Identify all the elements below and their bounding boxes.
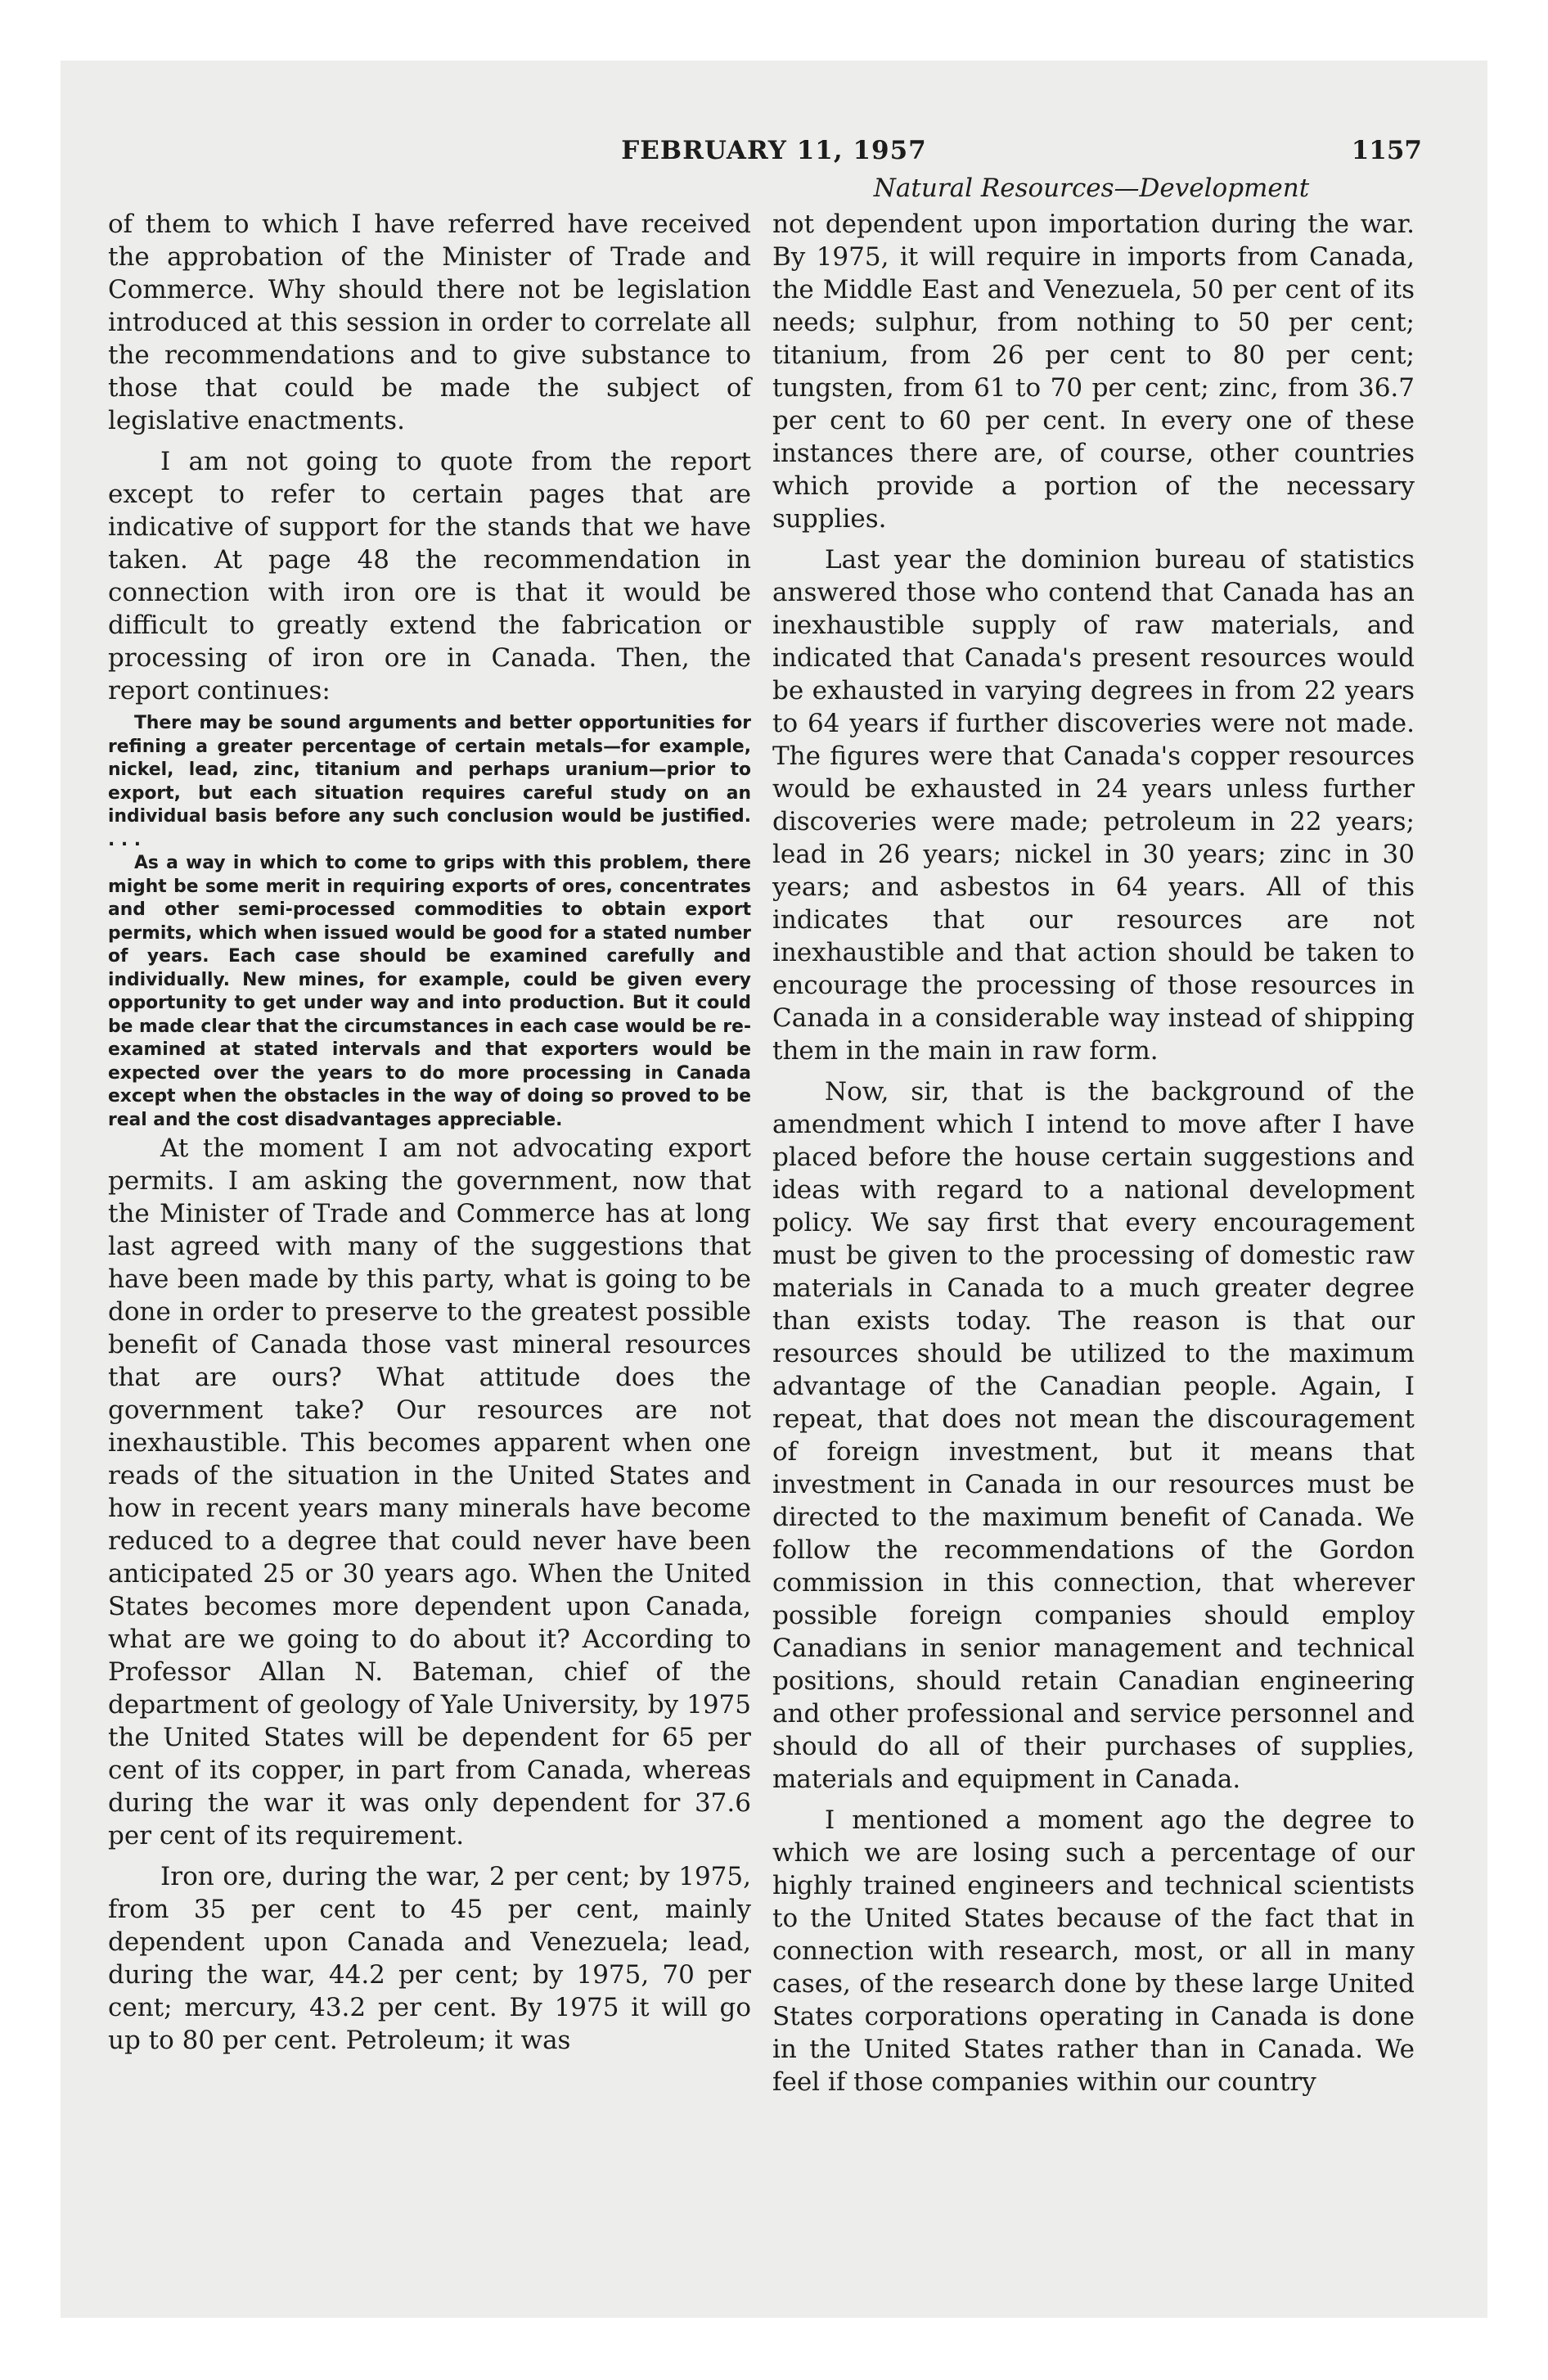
block-quote	[108, 712, 751, 1132]
page-number: 1157	[1351, 136, 1422, 165]
hansard-page	[61, 61, 1487, 2318]
section-title: Natural Resources—Development	[873, 174, 1310, 203]
left-column	[108, 208, 751, 2057]
paragraph: I mentioned a moment ago the degree to which we are losing such a percentage of our highly trained engineers and technical scientists to the United States because of the fact that in connection with research, most, or all in many cases, of the research done by these large United States corporations operating in Canada is done in the United States rather than in Canada. We feel if those companies within our country	[772, 1805, 1415, 2097]
paragraph: At the moment I am not advocating export permits. I am asking the government, now that the Minister of Trade and Commerce has at long last agreed with many of the suggestions that have been made by this party, what is going to be done in order to preserve to the greatest possible benefit of Canada those vast mineral resources that are ours? What attitude does the government take? Our resources are not inexhaustible. This becomes apparent when one reads of the situation in the United States and how in recent years many minerals have become reduced to a degree that could never have been anticipated 25 or 30 years ago. When the United States becomes more dependent upon Canada, what are we going to do about it? According to Professor Allan N. Bateman, chief of the department of geology of Yale University, by 1975 the United States will be dependent for 65 per cent of its copper, in part from Canada, whereas during the war it was only dependent for 37.6 per cent of its requirement.	[108, 1134, 751, 1850]
paragraph: not dependent upon importation during the war. By 1975, it will require in imports from Canada, the Middle East and Venezuela, 50 per cent of its needs; sulphur, from nothing to 50 per cent; titanium, from 26 per cent to 80 per cent; tungsten, from 61 to 70 per cent; zinc, from 36.7 per cent to 60 per cent. In every one of these instances there are, of course, other countries which provide a portion of the necessary supplies.	[772, 210, 1415, 534]
header-date: FEBRUARY 11, 1957	[621, 136, 927, 165]
right-column	[772, 208, 1415, 2098]
paragraph: Iron ore, during the war, 2 per cent; by 1975, from 35 per cent to 45 per cent, mainly dependent upon Canada and Venezuela; lead, during the war, 44.2 per cent; by 1975, 70 per cent; mercury, 43.2 per cent. By 1975 it will go up to 80 per cent. Petroleum; it was	[108, 1862, 751, 2055]
paragraph: Last year the dominion bureau of statistics answered those who contend that Canada has an inexhaustible supply of raw materials, and indicated that Canada's present resources would be exhausted in varying degrees in from 22 years to 64 years if further discoveries were not made. The figures were that Canada's copper resources would be exhausted in 24 years unless further discoveries were made; petroleum in 22 years; lead in 26 years; nickel in 30 years; zinc in 30 years; and asbestos in 64 years. All of this indicates that our resources are not inexhaustible and that action should be taken to encourage the processing of those resources in Canada in a considerable way instead of shipping them in the main in raw form.	[772, 545, 1415, 1066]
page-header	[61, 136, 1487, 172]
quote-paragraph: There may be sound arguments and better opportunities for refining a greater percentage of certain metals—for example, nickel, lead, zinc, titanium and perhaps uranium—prior to export, but each situation requires careful study on an individual basis before any such conclusion would be justified. . . .	[108, 713, 751, 850]
paragraph: of them to which I have referred have received the approbation of the Minister of Trade and Commerce. Why should there not be legislation introduced at this session in order to correlate all the recommendations and to give substance to those that could be made the subject of legislative enactments.	[108, 210, 751, 435]
paragraph: I am not going to quote from the report except to refer to certain pages that are indicative of support for the stands that we have taken. At page 48 the recommendation in connection with iron ore is that it would be difficult to greatly extend the fabrication or processing of iron ore in Canada. Then, the report continues:	[108, 447, 751, 705]
paragraph: Now, sir, that is the background of the amendment which I intend to move after I have placed before the house certain suggestions and ideas with regard to a national development policy. We say first that every encouragement must be given to the processing of domestic raw materials in Canada to a much greater degree than exists today. The reason is that our resources should be utilized to the maximum advantage of the Canadian people. Again, I repeat, that does not mean the discouragement of foreign investment, but it means that investment in Canada in our resources must be directed to the maximum benefit of Canada. We follow the recommendations of the Gordon commission in this connection, that wherever possible foreign companies should employ Canadians in senior management and technical positions, should retain Canadian engineering and other professional and service personnel and should do all of their purchases of supplies, materials and equipment in Canada.	[772, 1077, 1415, 1794]
quote-paragraph: As a way in which to come to grips with this problem, there might be some merit in requiring exports of ores, concentrates and other semi-processed commodities to obtain export permits, which when issued would be good for a stated number of years. Each case should be examined carefully and individually. New mines, for example, could be given every opportunity to get under way and into production. But it could be made clear that the circumstances in each case would be re-examined at stated intervals and that exporters would be expected over the years to do more processing in Canada except when the obstacles in the way of doing so proved to be real and the cost disadvantages appreciable.	[108, 853, 751, 1130]
